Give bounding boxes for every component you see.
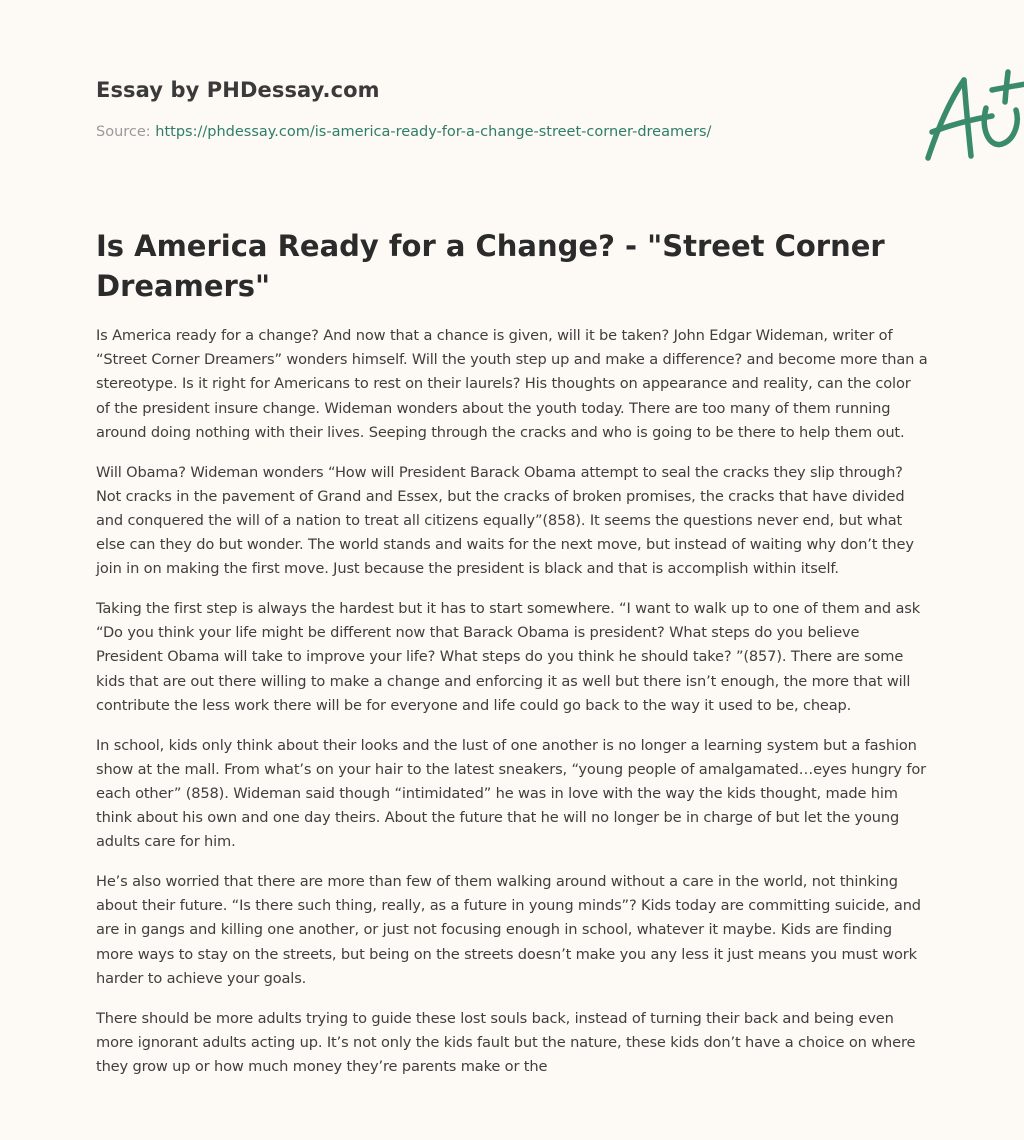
- source-label: Source:: [96, 124, 156, 140]
- essay-title: Is America Ready for a Change? - "Street Corner Dreamers": [96, 229, 885, 303]
- site-brand: Essay by PHDessay.com: [96, 78, 380, 102]
- source-link[interactable]: https://phdessay.com/is-america-ready-for-a-change-street-corner-dreamers/: [155, 124, 712, 140]
- essay-paragraph: Is America ready for a change? And now that a chance is given, will it be taken? John Edgar Wideman, writer of “Street Corner Dreamers” wonders himself. Will the youth step up and make a difference? and become more than a stereotype. Is it right for Americans to rest on their laurels? His thoughts on appearance and reality, can the color of the president insure change. Wideman wonders about the youth today. There are too many of them running around doing nothing with their lives. Seeping through the cracks and who is going to be there to help them out.: [96, 327, 928, 441]
- essay-paragraph: There should be more adults trying to guide these lost souls back, instead of turning their back and being even more ignorant adults acting up. It’s not only the kids fault but the nature, these kids don’t have a choice on where they grow up or how much money they’re parents make or the: [96, 1009, 916, 1075]
- a-plus-logo-icon: [916, 66, 1024, 166]
- essay-body: [96, 324, 928, 1095]
- essay-paragraph: Will Obama? Wideman wonders “How will President Barack Obama attempt to seal the cracks they slip through? Not cracks in the pavement of Grand and Essex, but the cracks of broken promises, the cracks that have divided and conquered the will of a nation to treat all citizens equally”(858). It seems the questions never end, but what else can they do but wonder. The world stands and waits for the next move, but instead of waiting why don’t they join in on making the first move. Just because the president is black and that is accomplish within itself.: [96, 463, 914, 578]
- essay-paragraph: In school, kids only think about their looks and the lust of one another is no longer a learning system but a fashion show at the mall. From what’s on your hair to the latest sneakers, “young people of amalgamated…eyes hungry for each other” (858). Wideman said though “intimidated” he was in love with the way the kids thought, made him think about his own and one day theirs. About the future that he will no longer be in charge of but let the young adults care for him.: [96, 736, 927, 851]
- essay-paragraph: Taking the first step is always the hardest but it has to start somewhere. “I want to walk up to one of them and ask “Do you think your life might be different now that Barack Obama is president? What steps do you believe President Obama will take to improve your life? What steps do you think he should take? ”(857). There are some kids that are out there willing to make a change and enforcing it as well but there isn’t enough, the more that will contribute the less work there will be for everyone and life could go back to the way it used to be, cheap.: [96, 600, 921, 714]
- essay-paragraph: He’s also worried that there are more than few of them walking around without a care in the world, not thinking about their future. “Is there such thing, really, as a future in young minds”? Kids today are committing suicide, and are in gangs and killing one another, or just not focusing enough in school, whatever it maybe. Kids are finding more ways to stay on the streets, but being on the streets doesn’t make you any less it just means you must work harder to achieve your goals.: [96, 873, 921, 987]
- source-line: [96, 124, 711, 140]
